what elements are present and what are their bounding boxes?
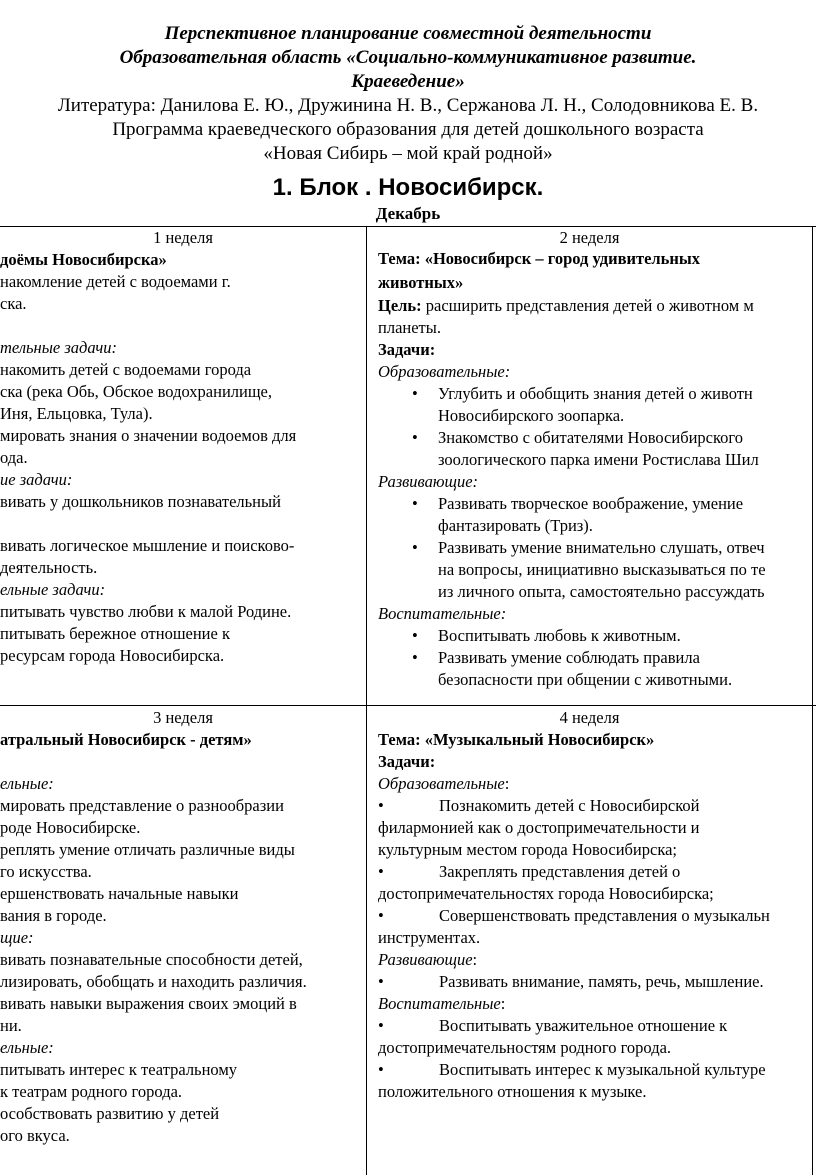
colon: : <box>472 950 478 969</box>
program-name-line: «Новая Сибирь – мой край родной» <box>263 143 553 164</box>
week-3-line: го искусства. <box>0 862 92 881</box>
week-1-theme: доёмы Новосибирска» <box>0 250 167 269</box>
list-item-text: Закреплять представления детей о <box>439 862 681 881</box>
week-2-goal <box>378 295 812 317</box>
list-item <box>378 647 812 691</box>
week-1-line: накомить детей с водоемами города <box>0 360 252 379</box>
list-item-text: Познакомить детей с Новосибирской <box>439 796 700 815</box>
list-item-text: зоологического парка имени Ростислава Шил <box>438 450 759 469</box>
week-1-line: питывать бережное отношение к <box>0 624 230 643</box>
week-3-dev-label: щие: <box>0 928 34 947</box>
week-4-edu-label-line <box>378 773 812 795</box>
week-2-edu-label: Образовательные: <box>378 362 511 381</box>
week-1-vos-label: ельные задачи: <box>0 580 106 599</box>
week-1-line: ода. <box>0 448 28 467</box>
list-item <box>378 537 812 603</box>
bullet: • <box>378 1060 384 1079</box>
week-2-cell <box>378 247 812 691</box>
list-item-text: инструментах. <box>378 928 481 947</box>
week-3-label: 3 неделя <box>153 708 213 727</box>
week-3-theme: атральный Новосибирск - детям» <box>0 730 252 749</box>
bullet: • <box>412 648 418 667</box>
document-header <box>0 22 816 166</box>
month-title: Декабрь <box>375 204 441 223</box>
edu-area-line: Образовательная область «Социально-коммуникативное развитие. <box>119 47 697 68</box>
list-item-text: безопасности при общении с животными. <box>438 670 733 689</box>
list-item-text: Развивать умение внимательно слушать, отвеч <box>438 538 765 557</box>
bullet: • <box>378 862 384 881</box>
bullet: • <box>378 972 384 991</box>
week-3-line: мировать представление о разнообразии <box>0 796 284 815</box>
week-3-edu-label: ельные: <box>0 774 54 793</box>
table-middle-border <box>0 705 816 706</box>
week-1-blank <box>0 513 296 535</box>
list-item <box>378 383 812 427</box>
week-1-label: 1 неделя <box>153 228 213 247</box>
week-1-edu-label: тельные задачи: <box>0 338 118 357</box>
colon: : <box>500 994 506 1013</box>
list-item-text: положительного отношения к музыке. <box>378 1082 647 1101</box>
list-item <box>378 427 812 471</box>
week-2-goal-cont: планеты. <box>378 318 441 337</box>
week-2-goal-label: Цель: <box>378 296 422 315</box>
week-3-line: реплять умение отличать различные виды <box>0 840 295 859</box>
list-item <box>378 1059 812 1103</box>
list-item-text: филармонией как о достопримечательности и <box>378 818 700 837</box>
week-4-cell <box>378 729 812 1103</box>
week-3-vos-label: ельные: <box>0 1038 54 1057</box>
list-item-text: Знакомство с обитателями Новосибирского <box>438 428 744 447</box>
week-4-vos-label-line <box>378 993 812 1015</box>
bullet: • <box>412 384 418 403</box>
week-2-theme: Тема: «Новосибирск – город удивительных <box>378 249 701 268</box>
week-3-line: ни. <box>0 1016 22 1035</box>
week-3-line: вивать навыки выражения своих эмоций в <box>0 994 297 1013</box>
list-item-text: Воспитывать интерес к музыкальной культуре <box>439 1060 766 1079</box>
list-item <box>378 971 812 993</box>
week-3-cell <box>0 729 307 1147</box>
list-item <box>378 1015 812 1059</box>
week-3-line: к театрам родного города. <box>0 1082 183 1101</box>
list-item-text: культурным местом города Новосибирска; <box>378 840 678 859</box>
week-1-goal: накомление детей с водоемами г. <box>0 272 231 291</box>
week-1-line: мировать знания о значении водоемов для <box>0 426 297 445</box>
week-3-line: вивать познавательные способности детей, <box>0 950 303 969</box>
block-title: 1. Блок . Новосибирск. <box>272 174 544 201</box>
week-1-line: Иня, Ельцовка, Тула). <box>0 404 153 423</box>
list-item-text: Совершенствовать представления о музыкальн <box>439 906 770 925</box>
week-1-line: питывать чувство любви к малой Родине. <box>0 602 292 621</box>
list-item <box>378 625 812 647</box>
week-4-tasks-label: Задачи: <box>378 752 436 771</box>
colon: : <box>504 774 510 793</box>
week-3-line: лизировать, обобщать и находить различия. <box>0 972 307 991</box>
list-item-text: Развивать внимание, память, речь, мышление. <box>439 972 764 991</box>
list-item-text: на вопросы, инициативно высказываться по те <box>438 560 766 579</box>
week-1-line: деятельность. <box>0 558 98 577</box>
table-column-divider <box>366 226 367 1175</box>
bullet: • <box>412 626 418 645</box>
bullet: • <box>412 494 418 513</box>
list-item-text: достопримечательностям родного города. <box>378 1038 672 1057</box>
week-1-line: ска (река Обь, Обское водохранилище, <box>0 382 273 401</box>
table-right-border <box>812 226 813 1175</box>
list-item-text: Развивать умение соблюдать правила <box>438 648 700 667</box>
week-3-blank <box>0 751 307 773</box>
list-item <box>378 493 812 537</box>
list-item-text: достопримечательностях города Новосибирска; <box>378 884 714 903</box>
edu-area-line-2: Краеведение» <box>351 71 465 92</box>
week-3-line: ершенствовать начальные навыки <box>0 884 239 903</box>
week-1-cell <box>0 249 296 667</box>
list-item-text: Новосибирского зоопарка. <box>438 406 625 425</box>
list-item-text: Углубить и обобщить знания детей о животн <box>438 384 753 403</box>
plan-title: Перспективное планирование совместной деятельности <box>164 23 652 44</box>
week-3-line: питывать интерес к театральному <box>0 1060 238 1079</box>
week-2-tasks-label: Задачи: <box>378 340 436 359</box>
week-4-dev-label: Развивающие <box>378 950 473 969</box>
week-4-label: 4 неделя <box>559 708 620 727</box>
week-4-edu-label: Образовательные <box>378 774 505 793</box>
list-item-text: Воспитывать уважительное отношение к <box>439 1016 728 1035</box>
list-item-text: фантазировать (Триз). <box>438 516 593 535</box>
list-item-text: Развивать творческое воображение, умение <box>438 494 744 513</box>
week-3-line: роде Новосибирске. <box>0 818 141 837</box>
bullet: • <box>412 428 418 447</box>
week-1-dev-label: ие задачи: <box>0 470 73 489</box>
list-item <box>378 861 812 905</box>
week-2-goal-text: расширить представления детей о животном м <box>421 296 754 315</box>
bullet: • <box>378 906 384 925</box>
week-3-line: особствовать развитию у детей <box>0 1104 220 1123</box>
week-1-line: вивать у дошкольников познавательный <box>0 492 281 511</box>
table-top-border <box>0 226 816 227</box>
week-3-line: ого вкуса. <box>0 1126 70 1145</box>
list-item-text: Воспитывать любовь к животным. <box>438 626 681 645</box>
week-4-vos-label: Воспитательные <box>378 994 501 1013</box>
list-item <box>378 795 812 861</box>
bullet: • <box>378 1016 384 1035</box>
week-2-label: 2 неделя <box>559 228 620 247</box>
week-2-theme-cont: животных» <box>378 273 464 292</box>
week-4-theme: Тема: «Музыкальный Новосибирск» <box>378 730 655 749</box>
week-1-goal-cont: ска. <box>0 294 27 313</box>
week-2-vos-label: Воспитательные: <box>378 604 507 623</box>
week-1-line: вивать логическое мышление и поисково- <box>0 536 295 555</box>
week-1-line: ресурсам города Новосибирска. <box>0 646 225 665</box>
bullet: • <box>412 538 418 557</box>
program-line: Программа краеведческого образования для детей дошкольного возраста <box>112 119 704 140</box>
week-1-blank <box>0 315 296 337</box>
list-item-text: из личного опыта, самостоятельно рассуждать <box>438 582 765 601</box>
list-item <box>378 905 812 949</box>
week-4-dev-label-line <box>378 949 812 971</box>
literature-line: Литература: Данилова Е. Ю., Дружинина Н. В., Сержанова Л. Н., Солодовникова Е. В. <box>57 95 759 116</box>
week-2-dev-label: Развивающие: <box>378 472 479 491</box>
week-3-line: вания в городе. <box>0 906 107 925</box>
bullet: • <box>378 796 384 815</box>
